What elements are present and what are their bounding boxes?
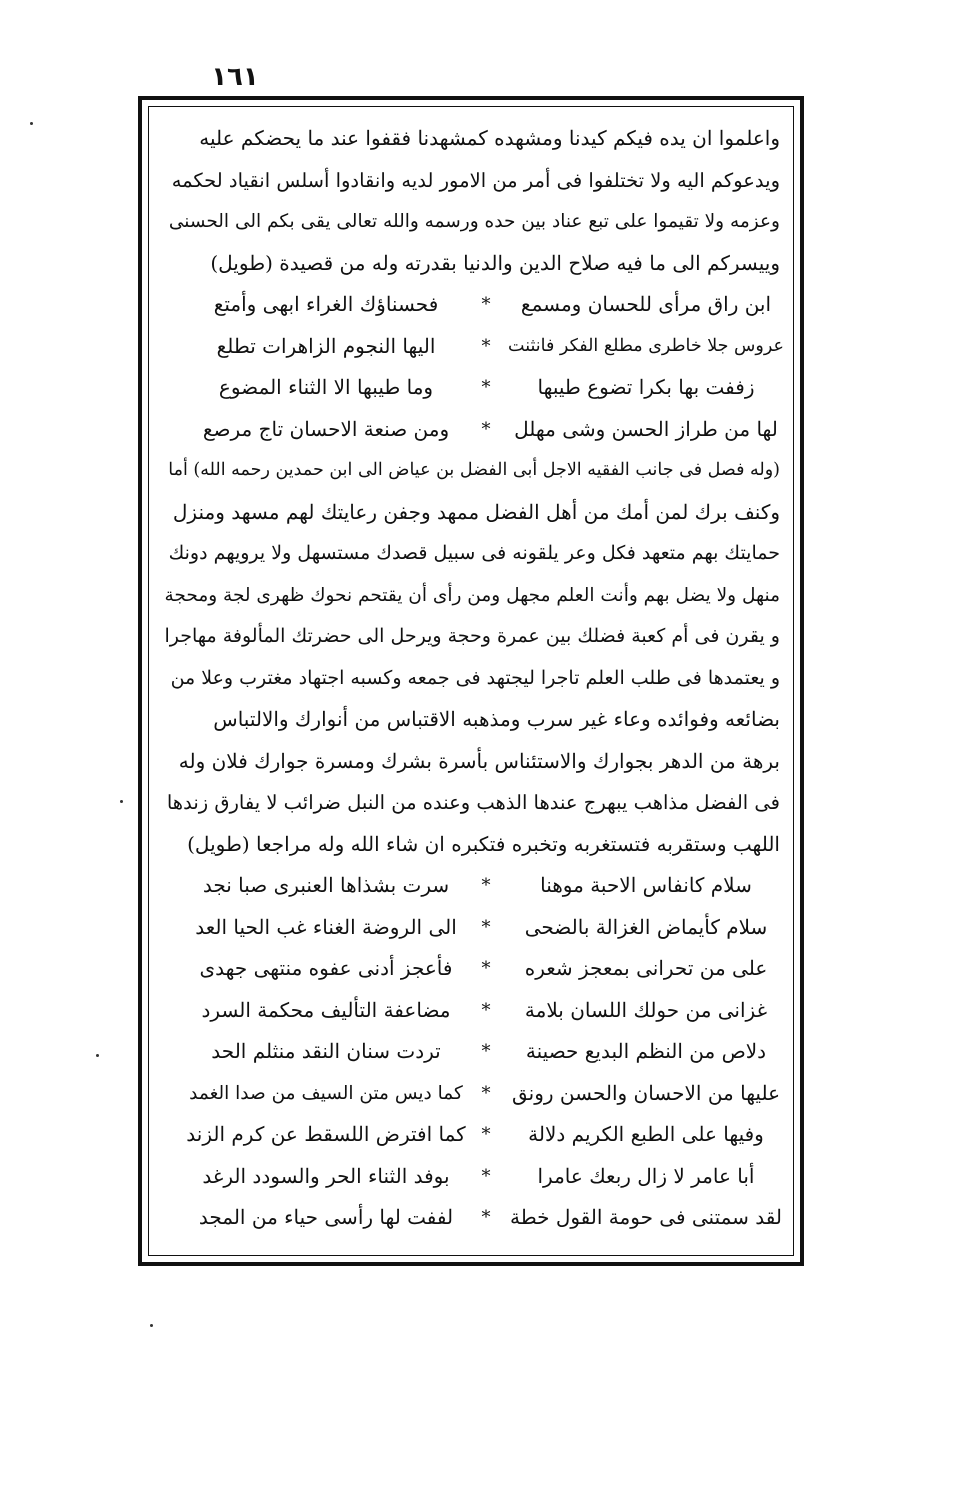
star-separator: *	[481, 1082, 491, 1104]
verse-first-hemistich: سلام كأيماض الغزالة بالضحى	[524, 914, 768, 939]
prose-line: واعلموا ان يده فيكم كيدنا ومشهده كمشهدنا فقفوا عند ما يحضكم عليه	[199, 126, 780, 150]
verse-line	[156, 907, 786, 949]
prose-line: اللهب وستقربه فتستغربه وتخبره فتكبره ان شاء الله وله مراجعا (طويل)	[187, 831, 780, 856]
verse-line	[156, 284, 786, 326]
verse-first-hemistich: لقد سمتنى فى حومة القول خطة	[509, 1205, 783, 1229]
verse-line	[156, 1114, 786, 1156]
scan-speck	[96, 1054, 99, 1057]
prose-line: وعزمه ولا تقيموا على تبع عناد بين حده ورسمه والله تعالى يقى بكم الى الحسنى	[168, 211, 780, 232]
verse-line	[156, 990, 786, 1032]
text-block	[156, 118, 786, 1248]
prose-line: ويدعوكم اليه ولا تختلفوا فى أمر من الامور لديه وانقادوا أسلس انقياد لحكمه	[171, 168, 780, 192]
scan-speck	[120, 800, 123, 803]
verse-first-hemistich: عليها من الاحسان والحسن رونق	[511, 1080, 781, 1105]
verse-second-hemistich: كما ديس متن السيف من صدا الغمد	[189, 1082, 463, 1104]
verse-first-hemistich: لها من طراز الحسن وشى مهلل	[514, 416, 778, 441]
verse-second-hemistich: فأعجز أدنى عفوه منتهى جهدى	[199, 956, 453, 980]
verse-first-hemistich: على من تحرانى بمعجز شعره	[524, 956, 768, 980]
verse-line	[156, 865, 786, 907]
verse-first-hemistich: غزانى من حولك اللسان بلامة	[524, 997, 768, 1022]
verse-second-hemistich: سرت بشذاها العنبرى صبا نجد	[202, 873, 450, 897]
prose-line: منهل ولا يضل بهم وأنت العلم مجهل ومن رأى أن يقتحم نحوك ظهرى لجة ومحجة	[164, 584, 780, 606]
star-separator: *	[481, 958, 491, 979]
star-separator: *	[481, 916, 491, 938]
star-separator: *	[481, 377, 491, 398]
verse-line	[156, 367, 786, 409]
verse-line	[156, 409, 786, 451]
prose-line: فى الفضل مذاهب يبهرج عندها الذهب وعنده من النبل ضرائب لا يفارق زندها	[166, 791, 780, 814]
verse-first-hemistich: زففت بها بكرا تضوع طيبها	[537, 375, 755, 399]
verse-line	[156, 1073, 786, 1115]
verse-second-hemistich: اليها النجوم الزاهرات تطلع	[216, 333, 436, 358]
verse-first-hemistich: عروس جلا خاطرى مطلع الفكر فانثنت	[508, 335, 784, 356]
prose-line: و يعتمدها فى طلب العلم تاجرا ليجتهد فى جمعه وكسبه اجتهاد مغترب وعلا من	[170, 666, 780, 689]
verse-second-hemistich: لففت لها رأسى حياء من المجد	[198, 1205, 454, 1229]
prose-line: بضائعه وفوائده وعاء غير سرب ومذهبه الاقتباس من أنوارك والالتباس	[213, 707, 780, 731]
verse-second-hemistich: تردت سنان النقد منثلم الحد	[211, 1039, 441, 1063]
verse-second-hemistich: ومن صنعة الاحسان تاج مرصع	[202, 416, 450, 441]
star-separator: *	[481, 875, 491, 896]
verse-second-hemistich: كما افترض اللسقط عن كرم الزند	[186, 1122, 466, 1146]
scan-speck	[150, 1324, 153, 1327]
verse-second-hemistich: مضاعفة التأليف محكمة السرد	[201, 997, 451, 1022]
verse-second-hemistich: فحسناؤك الغراء ابهى وأمتع	[213, 292, 439, 316]
prose-line: و يقرن فى أم كعبة فضلك بين عمرة وحجة ويرحل الى حضرتك المألوفة مهاجرا	[164, 625, 780, 647]
verse-line	[156, 326, 786, 368]
verse-first-hemistich: دلاص من النظم البديع حصينة	[525, 1039, 767, 1063]
star-separator: *	[481, 335, 491, 357]
prose-line: وييسركم الى ما فيه صلاح الدين والدنيا بقدرته وله من قصيدة (طويل)	[210, 250, 780, 275]
verse-first-hemistich: وفيها على الطبع الكريم دلالة	[528, 1122, 764, 1146]
verse-second-hemistich: الى الروضة الغناء غب الحيا العد	[195, 914, 457, 939]
verse-first-hemistich: سلام كانفاس الاحبة موهنا	[540, 873, 752, 897]
prose-line: (وله فصل فى جانب الفقيه الاجل أبى الفضل بن عياض الى ابن حمدين رحمه الله) أما	[168, 460, 780, 480]
star-separator: *	[481, 1041, 491, 1062]
verse-line	[156, 1197, 786, 1239]
star-separator: *	[481, 418, 491, 440]
star-separator: *	[481, 1207, 491, 1228]
star-separator: *	[481, 999, 491, 1021]
star-separator: *	[481, 294, 491, 315]
prose-line: وكنف برك لمن أمك من أهل الفضل ممهد وجفن رعايتك لهم مسهد ومنزل	[172, 499, 780, 524]
verse-line	[156, 948, 786, 990]
star-separator: *	[481, 1165, 491, 1187]
verse-first-hemistich: ابن راق مرأى للحسان ومسمع	[520, 292, 772, 316]
verse-first-hemistich: أبا عامر لا زال ربعك عامرا	[537, 1163, 755, 1188]
verse-line	[156, 1031, 786, 1073]
scan-speck	[30, 122, 33, 125]
verse-second-hemistich: بوفد الثناء الحر والسودد الرغد	[202, 1163, 450, 1188]
prose-line: حمايتك بهم متعهد فكل وعر يلقونه فى سبيل قصدك مستسهل ولا يرويهم دونك	[168, 542, 780, 564]
verse-line	[156, 1156, 786, 1198]
prose-line: برهة من الدهر بجوارك والاستئناس بأسرة بشرك ومسرة جوارك فلان وله	[178, 748, 780, 773]
star-separator: *	[481, 1124, 491, 1145]
page-number: ١٦١	[211, 62, 259, 92]
verse-second-hemistich: وما طيبها الا الثناء المضوع	[218, 375, 434, 399]
